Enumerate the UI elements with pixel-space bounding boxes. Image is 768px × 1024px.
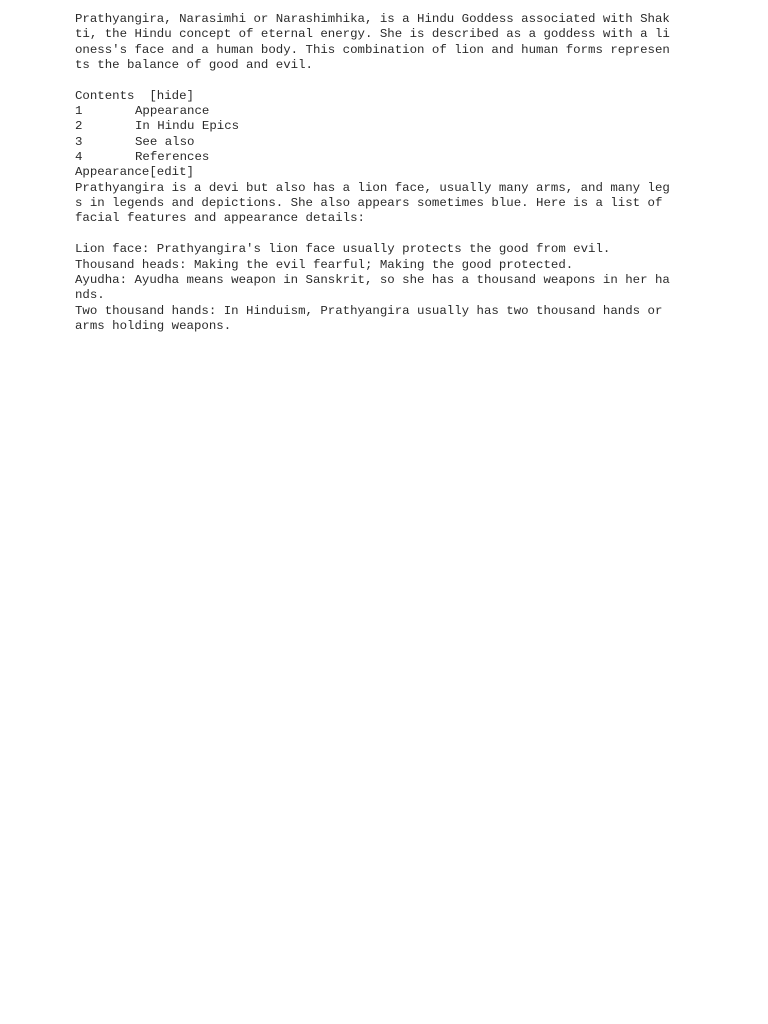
- toc-item[interactable]: [75, 104, 675, 119]
- toc-item[interactable]: [75, 150, 675, 165]
- toc-item-number: 3: [75, 134, 83, 149]
- toc-item-link[interactable]: References: [135, 150, 210, 165]
- toc-item[interactable]: [75, 119, 675, 134]
- spacer: [75, 73, 675, 88]
- list-item: nds.: [75, 288, 105, 303]
- toc-item-number: 4: [75, 150, 83, 165]
- toc-item[interactable]: [75, 135, 675, 150]
- section-heading-text: Appearance: [75, 165, 150, 180]
- intro-line: oness's face and a human body. This combination of lion and human forms represen: [75, 42, 670, 57]
- toc-item-link[interactable]: See also: [135, 134, 195, 149]
- intro-line: Prathyangira, Narasimhi or Narashimhika, is a Hindu Goddess associated with Shak: [75, 12, 670, 26]
- paragraph-line: Prathyangira is a devi but also has a lion face, usually many arms, and many leg: [75, 180, 670, 195]
- toc-header: [75, 89, 675, 104]
- toc-title: Contents: [75, 88, 135, 103]
- appearance-details-list: [75, 242, 675, 334]
- toc-item-number: 2: [75, 119, 83, 134]
- paragraph-line: facial features and appearance details:: [75, 211, 365, 226]
- list-item: Two thousand hands: In Hinduism, Prathyangira usually has two thousand hands or: [75, 303, 663, 318]
- list-item: Ayudha: Ayudha means weapon in Sanskrit, so she has a thousand weapons in her ha: [75, 272, 670, 287]
- spacer: [75, 227, 675, 242]
- toc-hide-toggle[interactable]: [hide]: [149, 88, 194, 103]
- list-item: Lion face: Prathyangira's lion face usually protects the good from evil.: [75, 242, 611, 257]
- paragraph-line: s in legends and depictions. She also appears sometimes blue. Here is a list of: [75, 196, 663, 211]
- toc-item-number: 1: [75, 104, 83, 119]
- toc-item-link[interactable]: Appearance: [135, 104, 210, 119]
- intro-line: ts the balance of good and evil.: [75, 58, 313, 73]
- intro-paragraph: [75, 12, 675, 73]
- list-item: arms holding weapons.: [75, 318, 232, 333]
- toc-item-link[interactable]: In Hindu Epics: [135, 119, 240, 134]
- article-body: [75, 12, 675, 334]
- section-heading-appearance: [75, 165, 675, 180]
- intro-line: ti, the Hindu concept of eternal energy. She is described as a goddess with a li: [75, 27, 670, 42]
- appearance-paragraph: [75, 181, 675, 227]
- edit-link[interactable]: [edit]: [149, 165, 194, 180]
- list-item: Thousand heads: Making the evil fearful; Making the good protected.: [75, 257, 574, 272]
- table-of-contents: [75, 89, 675, 166]
